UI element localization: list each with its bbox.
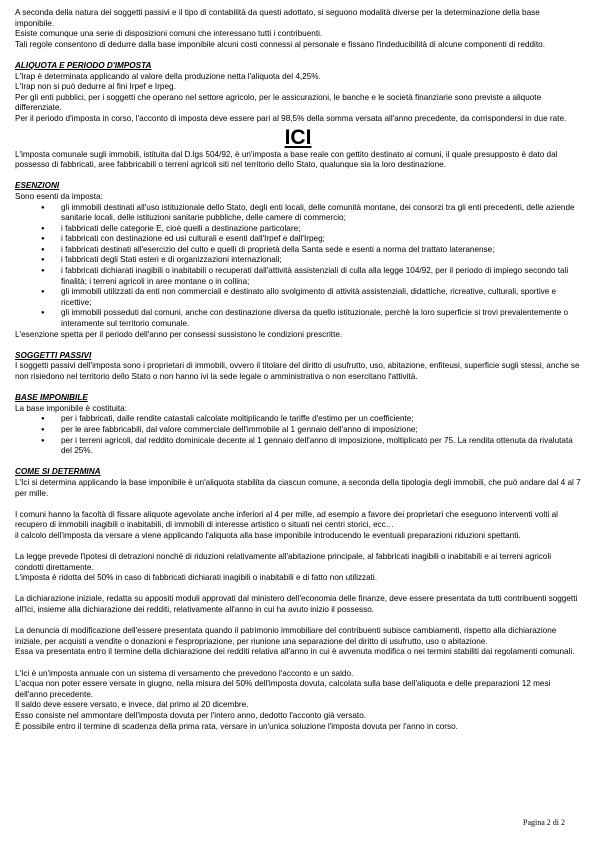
page-number: Pagina 2 di 2	[523, 818, 565, 827]
come-paragraph-1: L'Ici si determina applicando la base imponibile è un'aliquota stabilita da ciascun comune, a seconda della tipologia degli immobili, che può andare dal 4 al 7 per mille.	[15, 477, 581, 498]
list-item: ● i fabbricati destinati all'esercizio del culto e quelli di proprietà della Santa sede e esenti a norma del trattato lateranense;	[41, 245, 581, 256]
list-item: ● per i fabbricati, dalle rendite catastali calcolate moltiplicando le tariffe d'estimo per un coefficiente;	[41, 414, 581, 425]
list-item: ● i fabbricati dichiarati inagibili o inabitabili o recuperati dall'attività assistenziali di culla alla legge 104/92, per il periodo di impiego secondo tali finalità; i terreni agricoli in aree montane o in collina;	[41, 266, 581, 287]
list-item: ● gli immobili destinati all'uso istituzionale dello Stato, degli enti locali, delle comunità montane, dei consorzi tra gli enti precedenti, delle aziende sanitarie locali, delle istituzioni sanitarie pubbliche, delle camere di commercio;	[41, 203, 581, 224]
aliquota-line-4: Per il periodo d'imposta in corso, l'acconto di imposta deve essere pari al 98,5% della somma versata all'anno precedente, da corrispondersi in due rate.	[15, 113, 567, 123]
come-heading: COME SI DETERMINA	[15, 467, 101, 477]
list-item: ● i fabbricati con destinazione ed usi culturali e esenti dall'Irpef e dall'Irpeg;	[41, 234, 581, 245]
come-paragraph-2b: il calcolo dell'imposta da versare a viene applicando l'aliquota alla base imponibile introducendo le eventuali preparazioni riduzioni spettanti.	[15, 530, 521, 540]
come-paragraph-5b: Essa va presentata entro il termine della dichiarazione dei redditi relativa all'anno in cui è avvenuta modifica o nei termini stabiliti dai regolamenti comunali.	[15, 647, 575, 657]
come-paragraph-6e: È possibile entro il termine di scadenza della prima rata, versare in un'unica soluzione l'imposta dovuta per l'anno in corso.	[15, 721, 458, 731]
esenzioni-lead: Sono esenti da imposta:	[15, 191, 103, 201]
list-item: ● per le aree fabbricabili, dal valore commerciale dell'immobile al 1 gennaio dell'anno di imposizione;	[41, 425, 581, 436]
base-list	[15, 414, 581, 456]
come-paragraph-6b: L'acqua non poter essere versate in giugno, nella misura del 50% dell'imposta dovuta, calcolata sulla base dell'aliquota e delle preparazioni 12 mesi dell'anno precedente.	[15, 679, 551, 699]
soggetti-heading: SOGGETTI PASSIVI	[15, 350, 92, 360]
come-paragraph-6a: L'Ici è un'imposta annuale con un sistema di versamento che prevedono l'acconto e un saldo.	[15, 668, 354, 678]
intro-line-1: A seconda della natura dei soggetti passivi e il tipo di contabilità da questi adottato, si seguono modalità diverse per la determinazione della base imponibile.	[15, 8, 540, 28]
aliquota-heading: ALIQUOTA E PERIODO D'IMPOSTA	[15, 60, 152, 70]
come-paragraph-6c: Il saldo deve essere versato, e invece, dal primo al 20 dicembre.	[15, 700, 249, 710]
base-lead: La base imponibile è costituita:	[15, 403, 127, 413]
come-paragraph-4: La dichiarazione iniziale, redatta su appositi moduli approvati dal ministero dell'economia delle finanze, deve essere presentata da tutti contribuenti soggetti all'Ici, insieme alla dichiarazione dei redditi, relativamente all'anno in cui ha avuto inizio il possesso.	[15, 594, 578, 615]
list-item: ● per i terreni agricoli, dal reddito dominicale decente al 1 gennaio dell'anno di imposizione, moltiplicato per 75. La rendita ottenuta da rivalutata del 25%.	[41, 436, 581, 457]
come-paragraph-6d: Esso consiste nel ammontare dell'imposta dovuta per l'intero anno, dedotto l'acconto già versato.	[15, 711, 367, 720]
come-paragraph-3a: La legge prevede l'ipotesi di detrazioni nonché di riduzioni relativamente all'abitazione principale, al fabbricati inagibili o inabitabili e ai terreni agricoli condotti direttamente.	[15, 552, 552, 572]
come-paragraph-3b: L'imposta è ridotta del 50% in caso di fabbricati dichiarati inagibili o inabitabili e di fatto non utilizzati.	[15, 573, 378, 583]
intro-line-3: Tali regole consentono di dedurre dalla base imponibile alcuni costi connessi al personale e fissano l'indeducibilità di alcune componenti di reddito.	[15, 39, 545, 49]
come-paragraph-2a: I comuni hanno la facoltà di fissare aliquote agevolate anche inferiori al 4 per mille, ad esempio a favore dei proprietari che eseguono interventi volti al recupero di immobili inagibili o inabitabili, di immobili di interesse artistico o situati nei centri storici, ecc…	[15, 509, 558, 530]
document-page	[15, 8, 581, 732]
list-item: ● i fabbricati degli Stati esteri e di organizzazioni internazionali;	[41, 255, 581, 266]
aliquota-line-3: Per gli enti pubblici, per i soggetti che operano nel settore agricolo, per le assicurazioni, le banche e le società finanziarie sono previste a aliquote differenziate.	[15, 92, 542, 113]
base-heading: BASE IMPONIBILE	[15, 393, 88, 403]
come-paragraph-5a: La denuncia di modificazione dell'essere presentata quando il patrimonio immobiliare del contribuenti subisce cambiamenti, rispetto alla dichiarazione iniziale, per acquisti a vendite o donazioni e l'espropriazione, per riunione una separazione del diritto di usufrutto, uso o abitazione.	[15, 626, 557, 646]
aliquota-line-1: L'Irap è determinata applicando al valore della produzione netta l'aliquota del 4,25%.	[15, 71, 321, 81]
list-item: ● gli immobili utilizzati da enti non commerciali e destinato allo svolgimento di attività assistenziali, didattiche, ricreative, culturali, sportive e ricettive;	[41, 287, 581, 308]
esenzioni-heading: ESENZIONI	[15, 181, 60, 191]
ici-intro: L'imposta comunale sugli immobili, istituita dal D.lgs 504/92, è un'imposta a base reale con gettito destinato ai comuni, il quale presupposto è dato dal possesso di fabbricati, aree fabbricabili o terreni agricoli siti nel territorio dello Stato, qualunque sia la loro destinazione.	[15, 149, 558, 170]
aliquota-line-2: L'Irap non si può dedurre ai fini Irpef e Irpeg.	[15, 82, 176, 92]
ici-title: ICI	[284, 125, 312, 149]
intro-line-2: Esiste comunque una serie di disposizioni comuni che interessano tutti i contribuenti.	[15, 29, 323, 39]
esenzioni-closing: L'esenzione spetta per il periodo dell'anno per consessi sussistono le condizioni prescritte.	[15, 329, 343, 339]
list-item: ● i fabbricati delle categorie E, cioè quelli a destinazione particolare;	[41, 224, 581, 235]
esenzioni-list	[15, 203, 581, 330]
soggetti-text: I soggetti passivi dell'imposta sono i proprietari di immobili, ovvero il titolare del diritto di usufrutto, uso, abitazione, enfiteusi, superficie sugli stessi, anche se non risiedono nel territorio dello Stato o non hanno ivi la sede legale o amministrativa o non esercitano l'attività.	[15, 361, 580, 381]
list-item: ● gli immobili posseduti dal comuni, anche con destinazione diversa da quello istituzionale, perchè la loro superficie si trovi prevalentemente o interamente sul territorio comunale.	[41, 308, 581, 329]
